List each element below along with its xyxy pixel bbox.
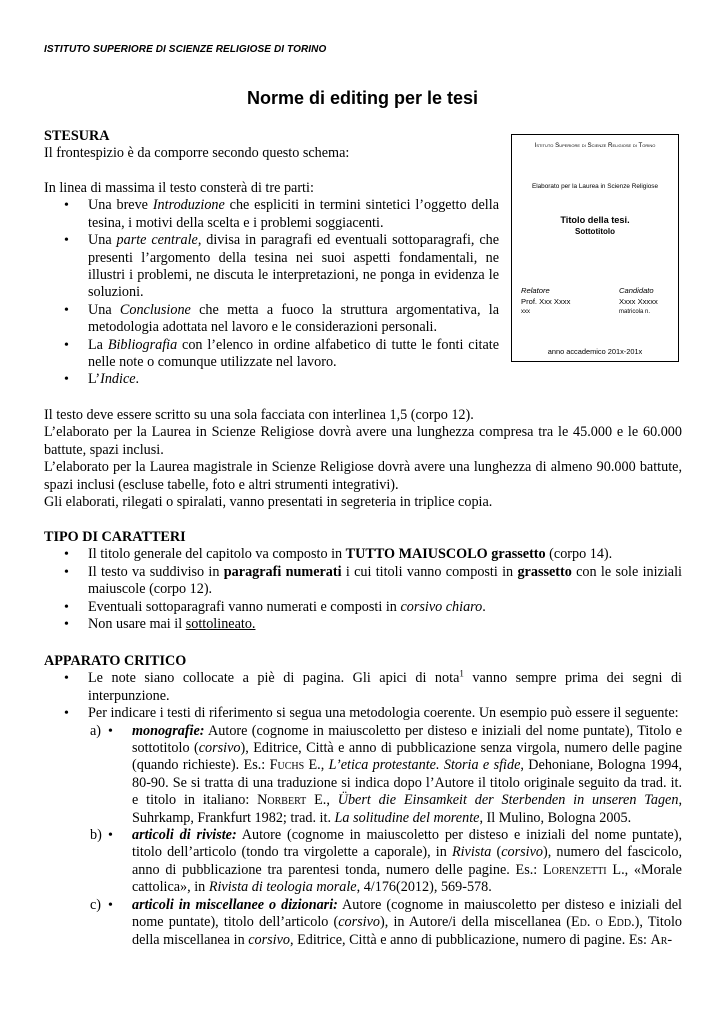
caratteri-section xyxy=(44,529,682,633)
list-item: • Una Conclusione che metta a fuoco la struttura argomentativa, la metodologia adottata nel lavoro e le considerazioni personali. xyxy=(44,302,499,337)
apparato-heading: APPARATO CRITICO xyxy=(44,653,187,669)
list-item: • Eventuali sottoparagrafi vanno numerati e composti in corsivo chiaro. xyxy=(44,599,682,616)
frontespizio-schema xyxy=(511,134,679,362)
citation-examples xyxy=(88,723,682,949)
stesura-parts xyxy=(44,180,499,389)
apparato-section xyxy=(44,653,682,949)
list-item: • Una parte centrale, divisa in paragrafi ed eventuali sottoparagrafi, che presenti l’argomento della tesina nei suoi aspetti fondamentali, ne illustri i problemi, ne discuta le interpretazioni, ne ponga in evidenza le soluzioni. xyxy=(44,232,499,302)
paragraph: Il testo deve essere scritto su una sola facciata con interlinea 1,5 (corpo 12). xyxy=(44,407,474,423)
stesura-intro: Il frontespizio è da comporre secondo questo schema: xyxy=(44,145,350,162)
paragraph: Gli elaborati, rilegati o spiralati, vanno presentati in segreteria in triplice copia. xyxy=(44,494,493,511)
list-item: • Non usare mai il sottolineato. xyxy=(44,616,682,633)
apparato-list xyxy=(44,670,682,949)
box-elaborato: Elaborato per la Laurea in Scienze Religiose xyxy=(531,183,659,190)
paragraph: L’elaborato per la Laurea in Scienze Religiose dovrà avere una lunghezza compresa tra le 45.000 e le 60.000 battute, spazi inclusi. xyxy=(44,424,682,458)
list-item: • Il titolo generale del capitolo va composto in TUTTO MAIUSCOLO grassetto (corpo 14). xyxy=(44,546,682,563)
document-title: Norme di editing per le tesi xyxy=(246,88,479,108)
stesura-heading: STESURA xyxy=(44,128,110,144)
paragraph: L’elaborato per la Laurea magistrale in Scienze Religiose dovrà avere una lunghezza di almeno 90.000 battute, spazi inclusi (escluse tabelle, foto e altri strumenti integrativi). xyxy=(44,459,682,493)
stesura-paragraphs xyxy=(44,407,682,511)
list-item: • La Bibliografia con l’elenco in ordine alfabetico di tutte le fonti citate nelle note o comunque utilizzate nel lavoro. xyxy=(44,337,499,372)
citation-monografie: • a) monografie: Autore (cognome in maiuscoletto per disteso e iniziali del nome puntate), Titolo e sottotitolo (corsivo), Editrice, Città e anno di pubblicazione senza virgola, numero delle pagine (quando richieste). Es.: Fuchs E., L’etica protestante. Storia e sfide, Dehoniane, Bologna 1994, 80-90. Se si tratta di una traduzione si indica dopo l’Autore il titolo originale seguito da trad. it. e titolo in italiano: Norbert E., Übert die Einsamkeit der Sterbenden in unseren Tagen, Suhrkamp, Frankfurt 1982; trad. it. La solitudine del morente, Il Mulino, Bologna 2005. xyxy=(88,723,682,827)
box-institute: Istituto Superiore di Scienze Religiose di Torino xyxy=(534,142,656,149)
box-candidato: Candidato Xxxx Xxxxx matricola n. xyxy=(619,286,658,315)
box-relatore: Relatore Prof. Xxx Xxxx xxx xyxy=(521,286,571,315)
parts-list xyxy=(44,197,499,388)
list-item: • Una breve Introduzione che espliciti in termini sintetici l’oggetto della tesina, i motivi della scelta e i problemi soggiacenti. xyxy=(44,197,499,232)
caratteri-list xyxy=(44,546,682,633)
list-item: • Il testo va suddiviso in paragrafi numerati i cui titoli vanno composti in grassetto con le sole iniziali maiuscole (corpo 12). xyxy=(44,564,682,599)
list-item: • Per indicare i testi di riferimento si segua una metodologia coerente. Un esempio può essere il seguente: • a) monografie: Autore (cognome in maiuscoletto per disteso e iniziali del nome puntate), Titolo e sottotitolo (corsivo), Editrice, Città e anno di pubblicazione senza virgola, numero delle pagine (quando richieste). Es.: Fuchs E., L’etica protestante. Storia e sfide, Dehoniane, Bologna 1994, 80-90. Se si tratta di una traduzione si indica dopo l’Autore il titolo originale seguito da trad. it. e titolo in italiano: Norbert E., Übert die Einsamkeit der Sterbenden in unseren Tagen, Suhrkamp, Frankfurt 1982; trad. it. La solitudine del morente, Il Mulino, Bologna 2005. • b) articoli di riviste: Autore (cognome in maiuscoletto per disteso e iniziali del nome puntate), titolo dell’articolo (tondo tra virgolette a caporale), in Rivista (corsivo), numero del fascicolo, anno di pubblicazione tra parentesi tonda, numero delle pagine. Es.: Lorenzetti L., «Morale cattolica», in Rivista di teologia morale, 4/176(2012), 569-578. • c) articoli in miscellanee o dizionari: Autore (cognome in maiuscoletto per disteso e iniziali del nome puntate), titolo dell’articolo (corsivo), in Autore/i della miscellanea (Ed. o Edd.), Titolo della miscellanea in corsivo, Editrice, Città e anno di pubblicazione, numero di pagine. Es: Ar- xyxy=(44,705,682,949)
citation-miscellanee: • c) articoli in miscellanee o dizionari: Autore (cognome in maiuscoletto per disteso e iniziali del nome puntate), titolo dell’articolo (corsivo), in Autore/i della miscellanea (Ed. o Edd.), Titolo della miscellanea in corsivo, Editrice, Città e anno di pubblicazione, numero di pagine. Es: Ar- xyxy=(88,897,682,949)
list-item: • Le note siano collocate a piè di pagina. Gli apici di nota$^1$ vanno sempre prima dei segni di interpunzione. xyxy=(44,670,682,705)
list-item: • L’Indice. xyxy=(44,371,499,388)
box-title: Titolo della tesi. Sottotitolo xyxy=(560,215,630,236)
stesura-lead: In linea di massima il testo consterà di tre parti: xyxy=(44,180,314,196)
caratteri-heading: TIPO DI CARATTERI xyxy=(44,529,186,545)
citation-riviste: • b) articoli di riviste: Autore (cognome in maiuscoletto per disteso e iniziali del nome puntate), titolo dell’articolo (tondo tra virgolette a caporale), in Rivista (corsivo), numero del fascicolo, anno di pubblicazione tra parentesi tonda, numero delle pagine. Es.: Lorenzetti L., «Morale cattolica», in Rivista di teologia morale, 4/176(2012), 569-578. xyxy=(88,827,682,897)
stesura-section xyxy=(44,128,499,163)
box-anno: anno accademico 201x-201x xyxy=(547,347,643,356)
institute-header: ISTITUTO SUPERIORE DI SCIENZE RELIGIOSE DI TORINO xyxy=(44,44,327,55)
